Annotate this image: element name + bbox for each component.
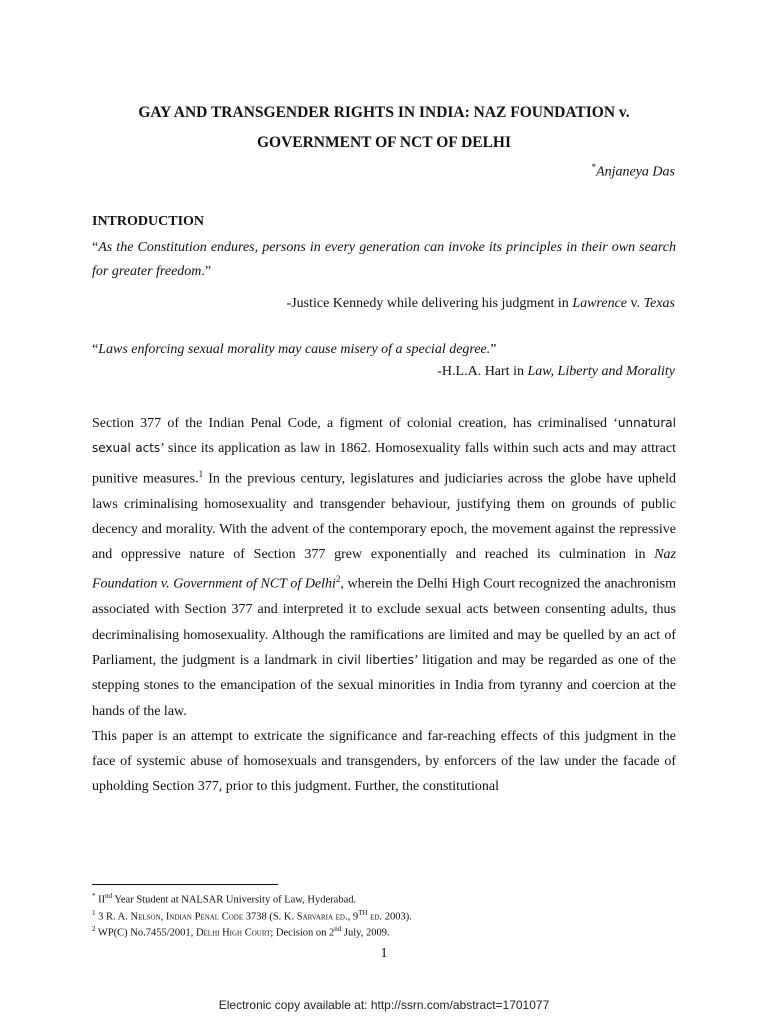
epigraph-quote-2: “Laws enforcing sexual morality may cause misery of a special degree.” [92, 342, 497, 357]
footnote-author: * IInd Year Student at NALSAR University of Law, Hyderabad. [92, 892, 357, 906]
author-line [592, 162, 675, 181]
footnote-1: $^1$ 3 R. A. Nelson, Indian Penal Code 3738 (S. K. Sarvaria ed., 9TH ed. 2003). [92, 908, 412, 922]
body-paragraph-1: Section 377 of the Indian Penal Code, a figment of colonial creation, has criminalised ‘unnatural sexual acts’ since its application as law in 1862. Homosexuality falls within such acts and may attract punitive measures.$^1$ In the previous century, legislatures and judiciaries across the globe have upheld laws criminalising homosexuality and transgender behaviour, justifying them on grounds of public decency and morality. With the advent of the contemporary epoch, the movement against the repressive and oppressive nature of Section 377 grew exponentially and reached its culmination in Naz Foundation v. Government of NCT of Delhi$^2$, wherein the Delhi High Court recognized the anachronism associated with Section 377 and interpreted it to exclude sexual acts between consenting adults, thus decriminalising homosexuality. Although the ramifications are limited and may be quelled by an act of Parliament, the judgment is a landmark in civil liberties’ litigation and may be regarded as one of the stepping stones to the emancipation of the sexual minorities in India from tyranny and coercion at the hands of the law. [92, 416, 676, 719]
paper-title [92, 98, 676, 158]
page-number: 1 [380, 946, 388, 961]
footnote-divider [92, 884, 278, 885]
footnote-2: $^2$ WP(C) No.7455/2001, Delhi High Court; Decision on 2nd July, 2009. [92, 925, 390, 939]
body-paragraphs [92, 411, 676, 800]
title-line-1: GAY AND TRANSGENDER RIGHTS IN INDIA: NAZ FOUNDATION v. [138, 104, 630, 121]
epigraph-quote-1: “As the Constitution endures, persons in every generation can invoke its principles in their own search for greater freedom.” [92, 240, 676, 279]
footnote-ref-1[interactable]: 1 [198, 468, 204, 479]
quote-2-text: Laws enforcing sexual morality may cause misery of a special degree. [98, 342, 491, 357]
body-paragraph-2: This paper is an attempt to extricate the significance and far-reaching effects of this judgment in the face of systemic abuse of homosexuals and transgenders, by enforcers of the law under the facade of upholding Section 377, prior to this judgment. Further, the constitutional [92, 728, 676, 795]
epigraph-attribution-1: -Justice Kennedy while delivering his judgment in Lawrence v. Texas [286, 296, 675, 311]
author-footnote-mark: * [591, 162, 597, 172]
title-line-2: GOVERNMENT OF NCT OF DELHI [256, 134, 512, 151]
case-name: Naz Foundation v. Government of NCT of Delhi [92, 547, 676, 593]
footnote-ref-2[interactable]: 2 [335, 574, 341, 585]
author-name: Anjaneya Das [596, 164, 675, 180]
quote-1-text: As the Constitution endures, persons in every generation can invoke its principles in their own search for greater freedom [92, 240, 676, 279]
footnotes [92, 890, 412, 940]
ssrn-notice: Electronic copy available at: http://ssrn.com/abstract=1701077 [218, 998, 550, 1012]
epigraph-attribution-2: -H.L.A. Hart in Law, Liberty and Morality [437, 364, 675, 379]
section-heading: INTRODUCTION [92, 214, 205, 229]
